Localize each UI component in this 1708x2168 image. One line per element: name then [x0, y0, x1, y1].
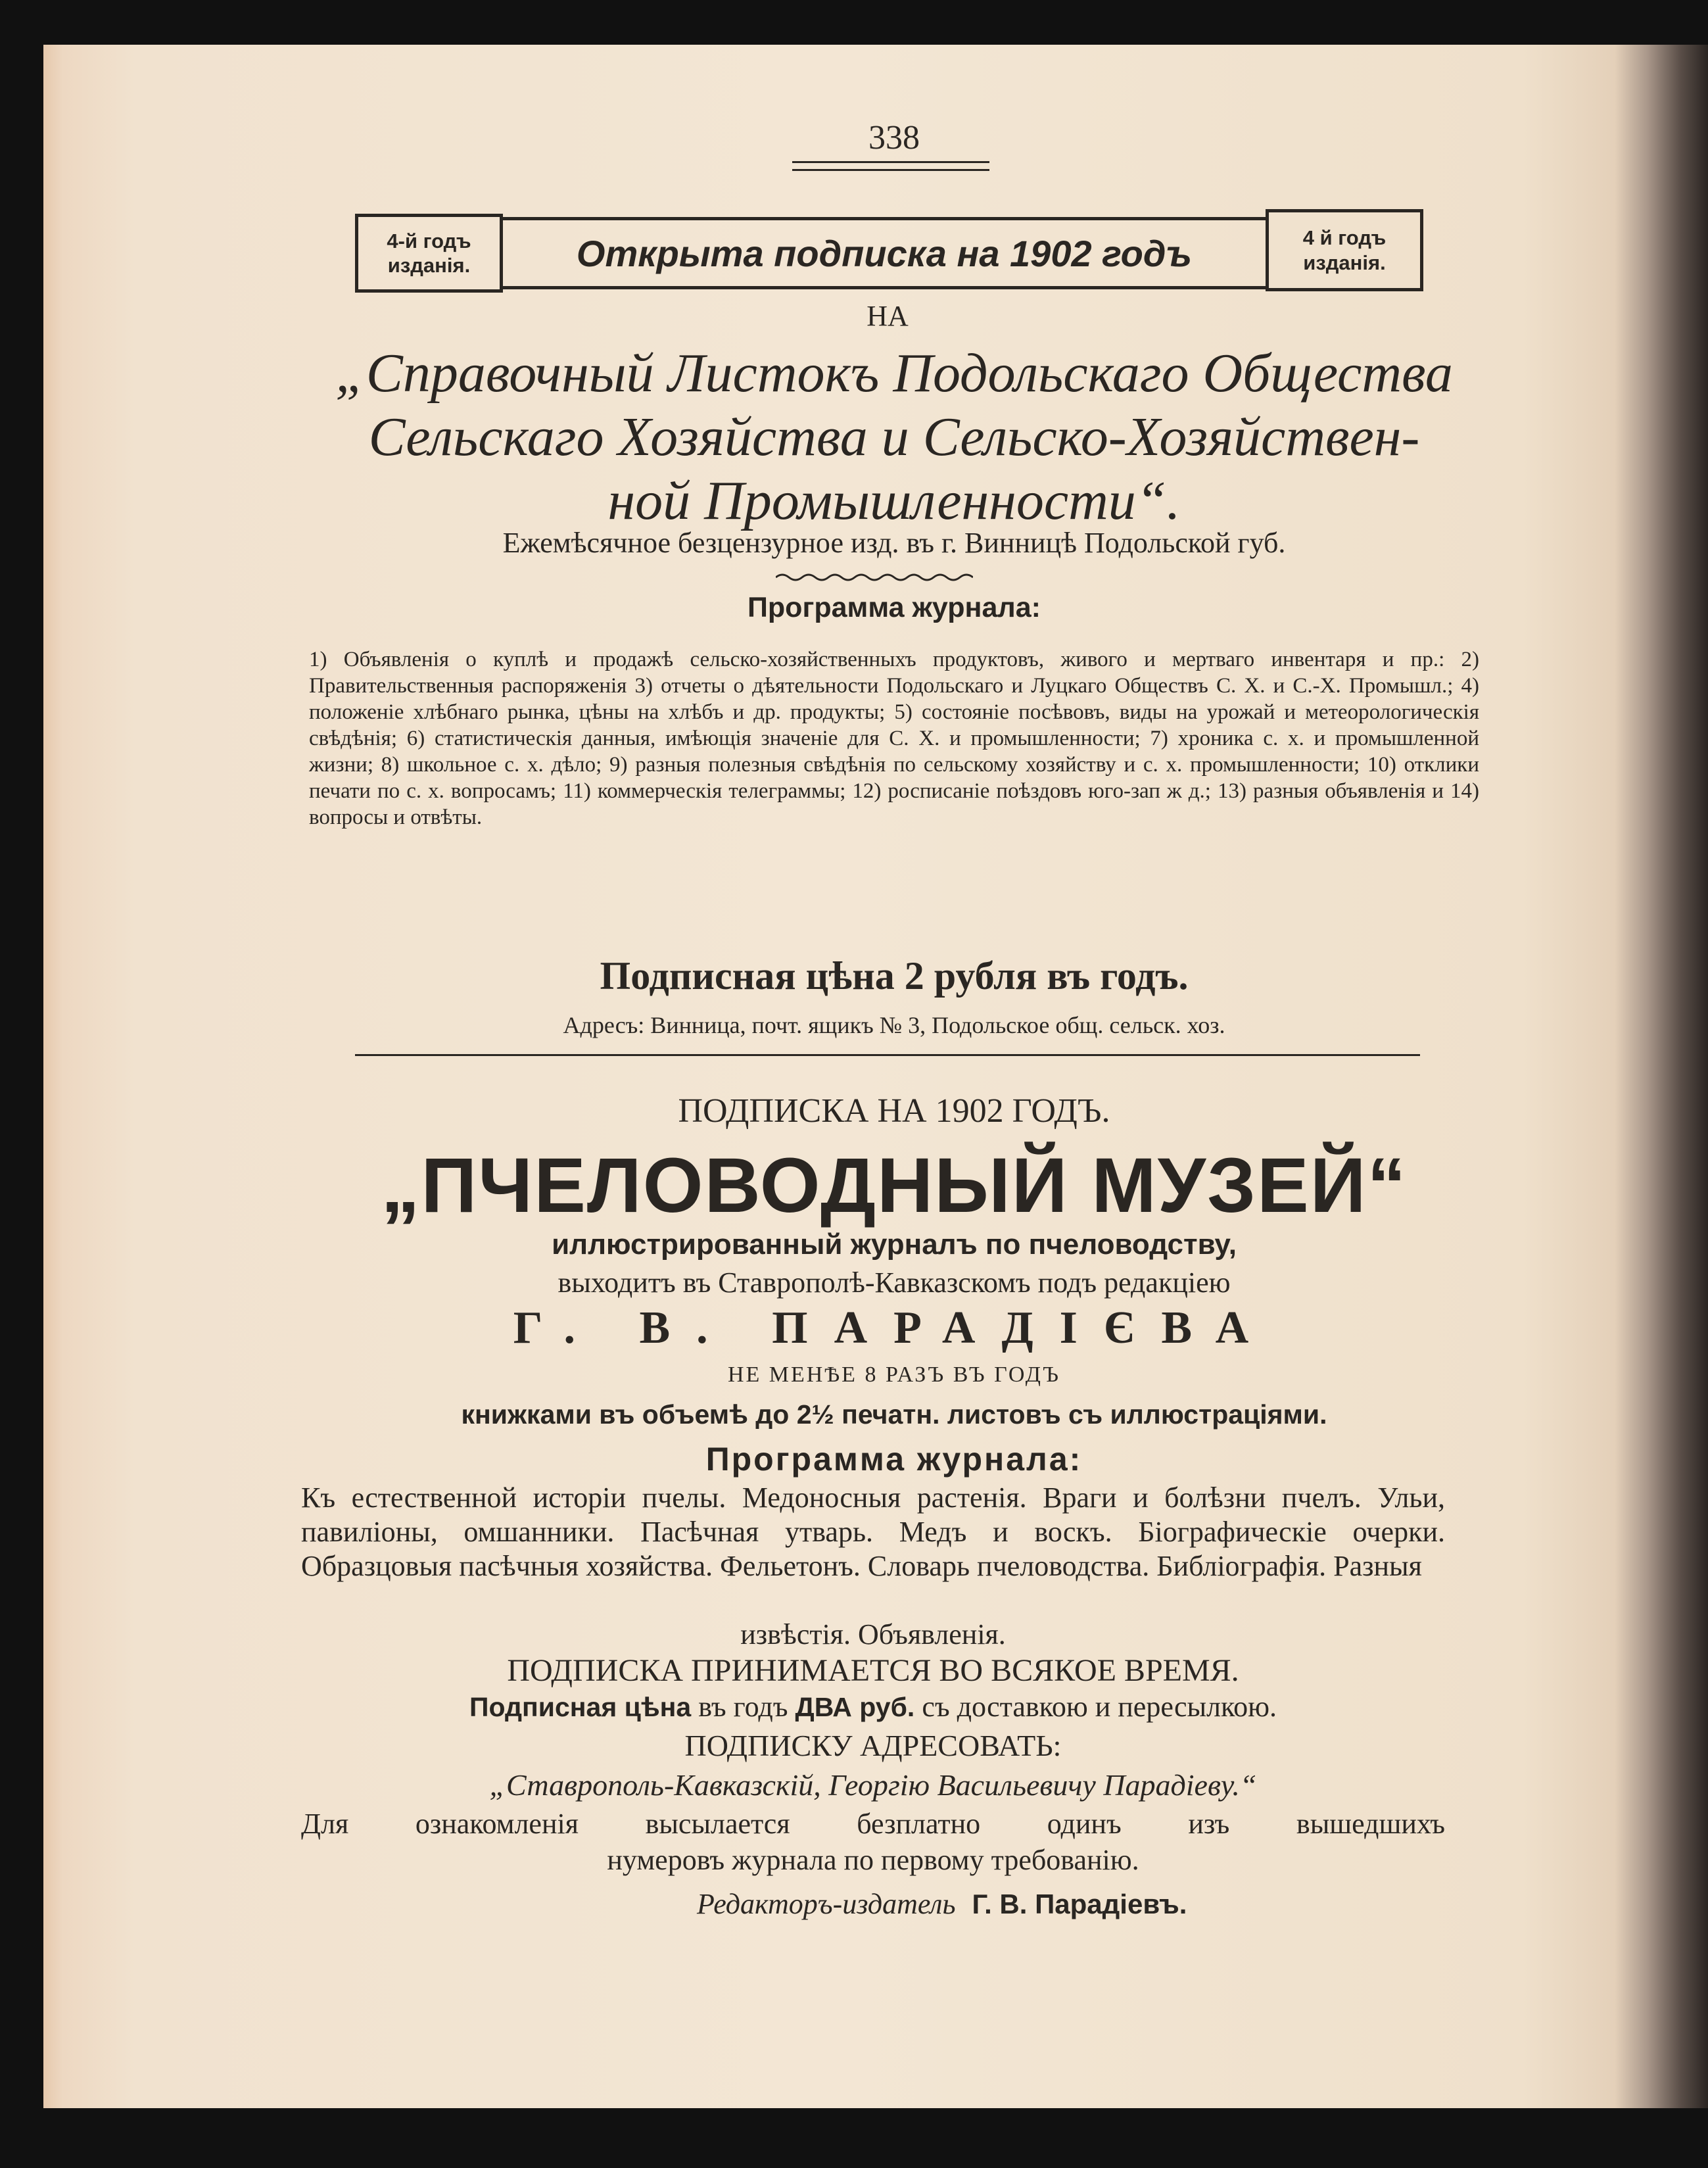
format-line: книжками въ объемѣ до 2½ печатн. листовъ съ иллюстраціями. — [461, 1399, 1327, 1430]
program-text-2-last: извѣстія. Объявленія. — [740, 1618, 1006, 1650]
preposition-on: НА — [866, 300, 909, 332]
section-divider — [355, 1054, 1420, 1056]
editor-address: „Ставрополь-Кавказскій, Георгію Васильевичу Парадіеву.“ — [489, 1768, 1257, 1802]
sample-line2: нумеровъ журнала по первому требованію. — [607, 1844, 1139, 1876]
frequency-line: НЕ МЕНѢЕ 8 РАЗЪ ВЪ ГОДЪ — [727, 1362, 1060, 1387]
journal-title-line2: Сельскаго Хозяйства и Сельско-Хозяйствен- — [368, 406, 1420, 468]
address-heading: ПОДПИСКУ АДРЕСОВАТЬ: — [684, 1729, 1062, 1762]
postal-address: Адресъ: Винница, почт. ящикъ № 3, Подольское общ. сельск. хоз. — [563, 1012, 1225, 1038]
divider — [792, 169, 989, 171]
price-bold-label: Подписная цѣна — [469, 1692, 692, 1722]
program-heading-2: Программа журнала: — [705, 1441, 1083, 1478]
ornament-divider — [776, 571, 973, 584]
price-amount: ДВА руб. — [795, 1692, 915, 1722]
page-number: 338 — [868, 119, 920, 157]
journal-title-line3: ной Промышленности“. — [607, 470, 1181, 531]
signature — [697, 1887, 1486, 1921]
year-badge-left: 4-й годъ изданія. — [355, 214, 503, 293]
magazine-subtitle: иллюстрированный журналъ по пчеловодству, — [552, 1228, 1237, 1261]
price-line — [301, 1690, 1445, 1723]
subscription-notice: ПОДПИСКА НА 1902 ГОДЪ. — [678, 1092, 1110, 1130]
signature-name: Г. В. Парадіевъ. — [972, 1889, 1187, 1919]
subscription-price: Подписная цѣна 2 рубля въ годъ. — [600, 954, 1189, 998]
journal-subtitle: Ежемѣсячное безцензурное изд. въ г. Винницѣ Подольской губ. — [502, 527, 1286, 559]
price-tail: съ доставкою и пересылкою. — [922, 1691, 1277, 1723]
divider — [792, 161, 989, 163]
editor-name: Г. В. ПАРАДІЄВА — [513, 1303, 1275, 1353]
program-heading: Программа журнала: — [747, 592, 1041, 623]
price-middle: въ годъ — [698, 1691, 788, 1723]
magazine-title: „ПЧЕЛОВОДНЫЙ МУЗЕЙ“ — [381, 1142, 1408, 1229]
publisher-line: выходитъ въ Ставрополѣ-Кавказскомъ подъ редакціею — [557, 1266, 1231, 1299]
program-text: 1) Объявленія о куплѣ и продажѣ сельско-хозяйственныхъ продуктовъ, живого и мертваго инвентаря и пр.: 2) Правительственныя распоряженія 3) отчеты о дѣятельности Подольскаго и Луцкаго Обществъ С. Х. и С.-Х. Промышл.; 4) положеніе хлѣбнаго рынка, цѣны на хлѣбъ и др. продукты; 5) состояніе посѣвовъ, виды на урожай и метеорологическія свѣдѣнія; 6) статистическія данныя, имѣющія значеніе для С. Х. и промышленности; 7) хроника с. х. и промышленной жизни; 8) школьное с. х. дѣло; 9) разныя полезныя свѣдѣнія по сельскому хозяйству и с. х. промышленности; 10) отклики печати по с. х. вопросамъ; 11) коммерческія телеграммы; 12) росписаніе поѣздовъ юго-зап ж д.; 13) разныя объявленія и 14) вопросы и отвѣты. — [309, 648, 1479, 829]
signature-role: Редакторъ-издатель — [697, 1888, 956, 1920]
subscription-accepted: ПОДПИСКА ПРИНИМАЕТСЯ ВО ВСЯКОЕ ВРЕМЯ. — [507, 1653, 1239, 1688]
subscription-banner: Открыта подписка на 1902 годъ — [503, 217, 1266, 289]
program-text-2: Къ естественной исторіи пчелы. Медоносныя растенія. Враги и болѣзни пчелъ. Ульи, павиліоны, омшанники. Пасѣчная утварь. Медъ и воскъ. Біографическіе очерки. Образцовыя пасѣчныя хозяйства. Фельетонъ. Словарь пчеловодства. Библіографія. Разныя — [301, 1481, 1445, 1582]
sample-line1: Для ознакомленія высылается безплатно одинъ изъ вышедшихъ — [301, 1808, 1445, 1840]
year-badge-right: 4 й годъ изданія. — [1266, 209, 1423, 291]
journal-title-line1: „Справочный Листокъ Подольскаго Общества — [335, 343, 1453, 404]
